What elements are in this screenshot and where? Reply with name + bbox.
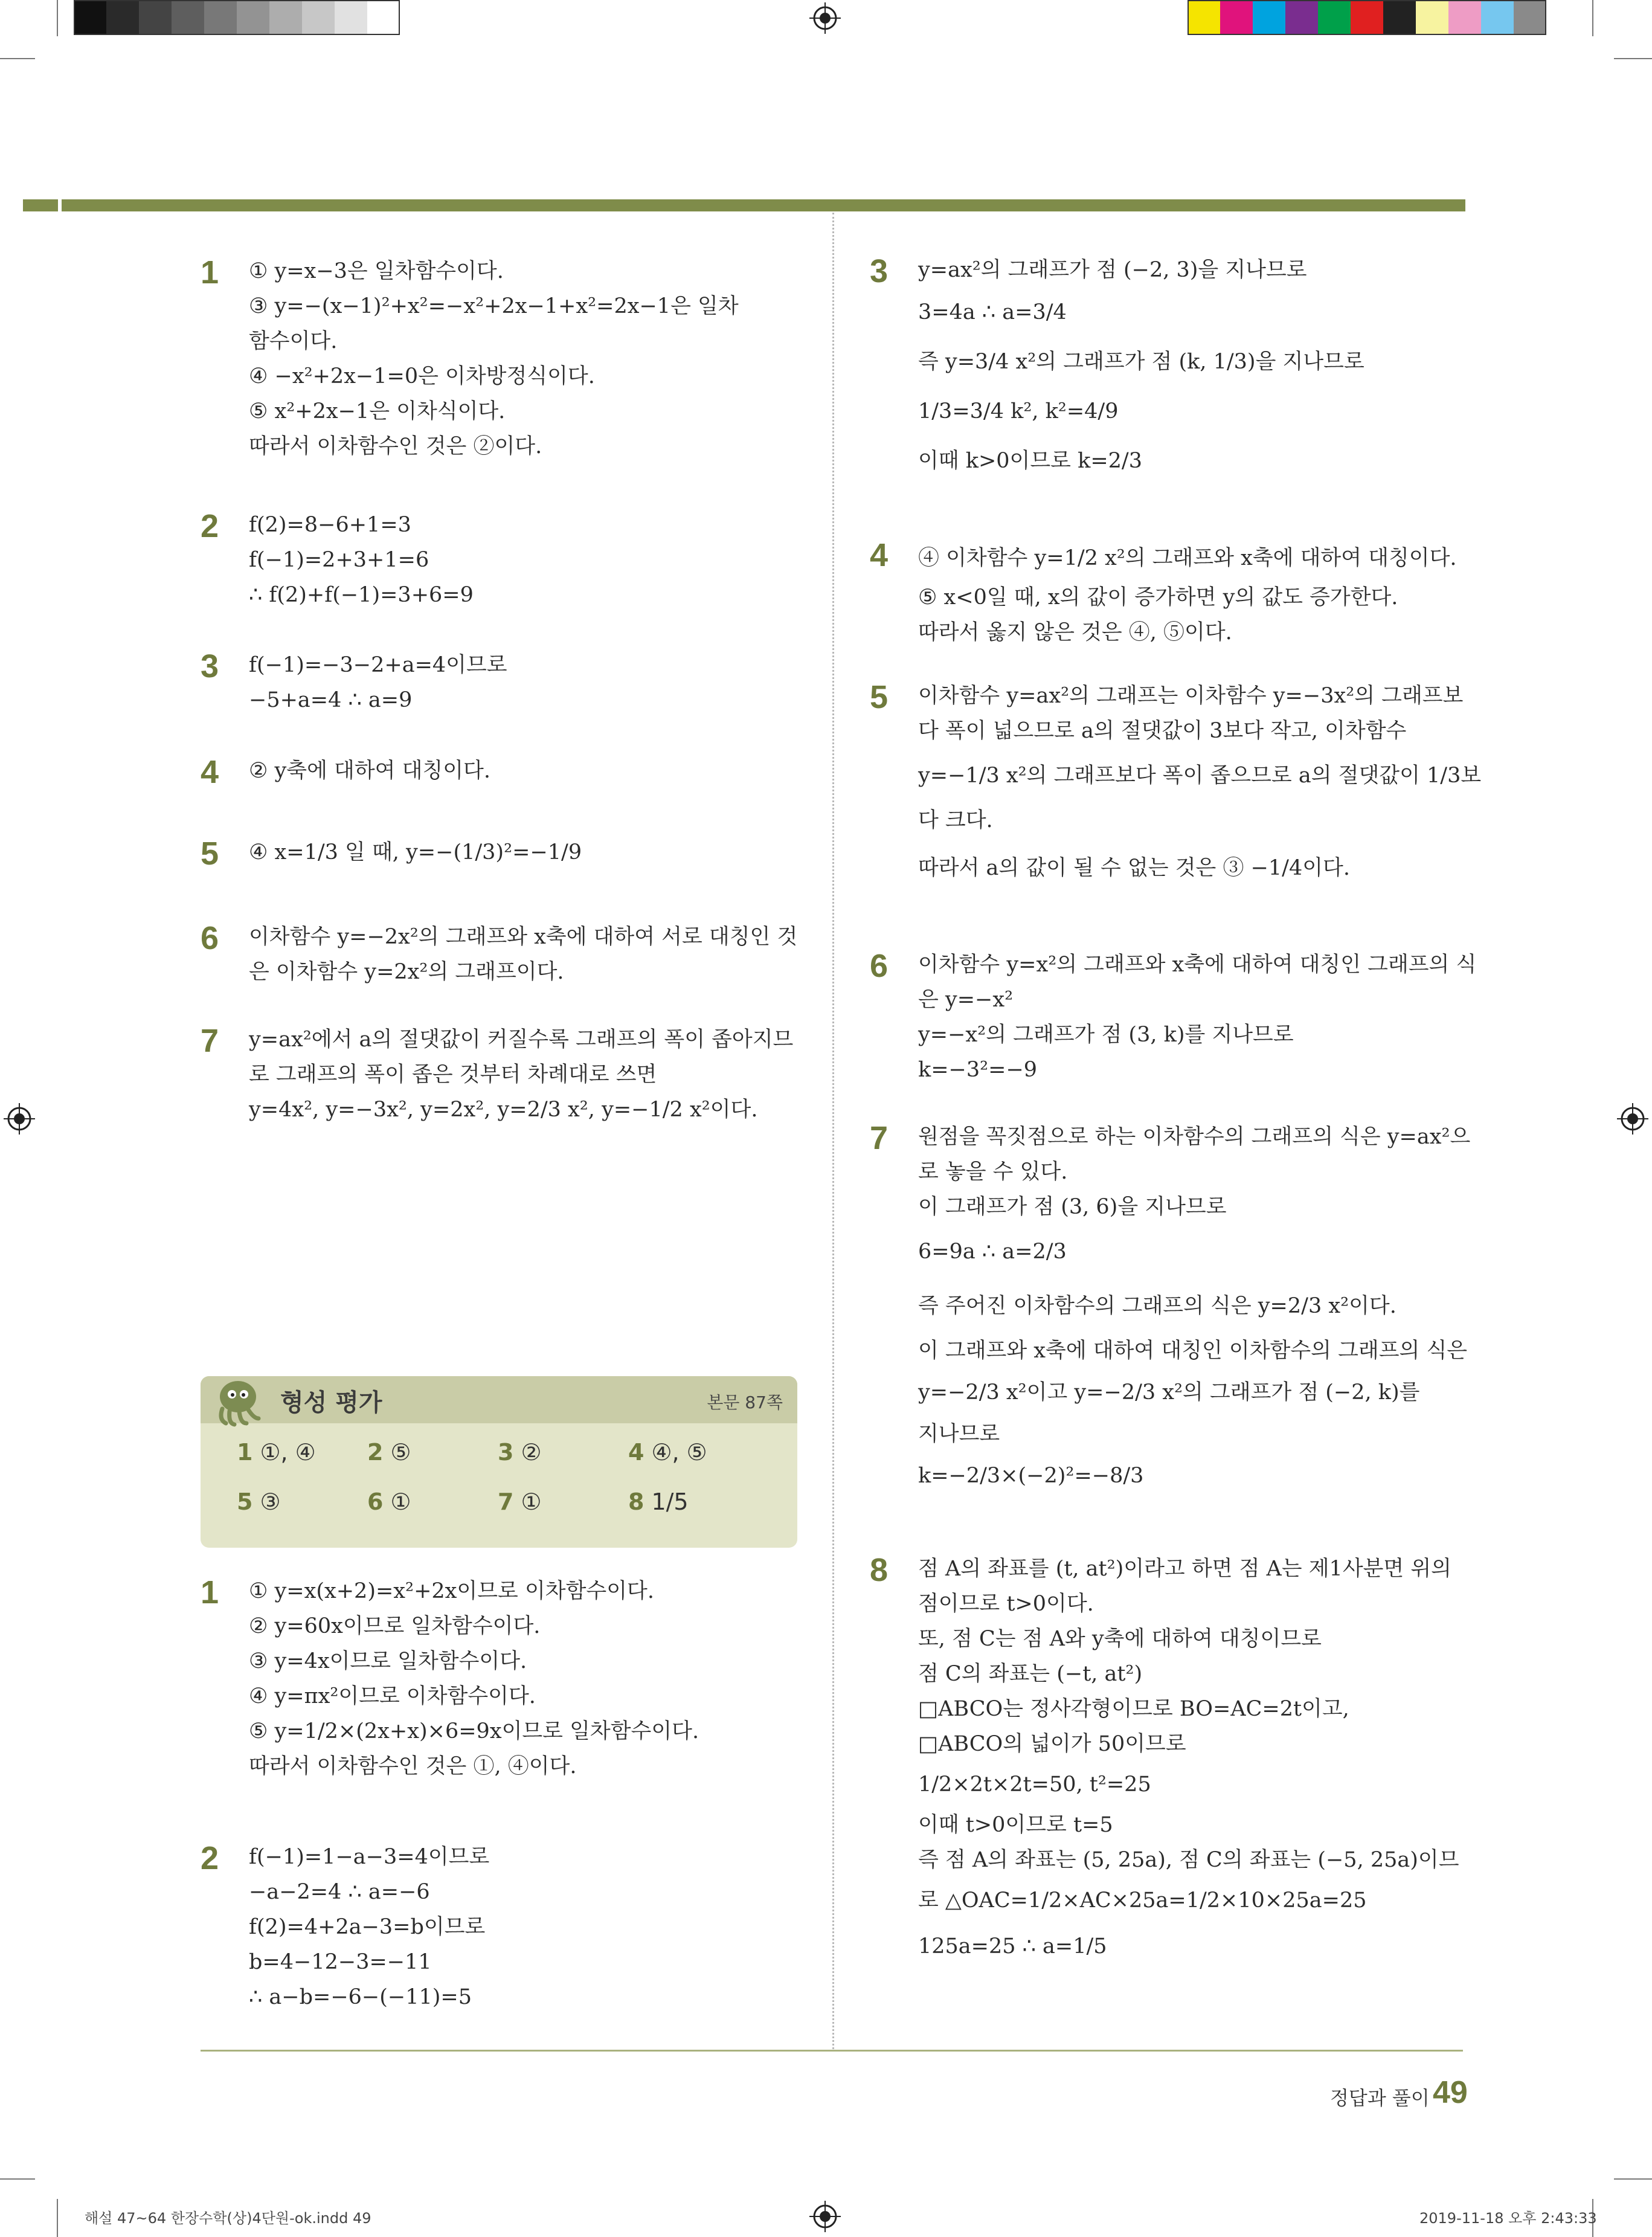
solution-line: 로 △OAC=1/2×AC×25a=1/2×10×25a=25 [918,1888,1367,1913]
solution-line: 125a=25 ∴ a=1/5 [918,1934,1107,1959]
solution-line: y=−1/3 x²의 그래프보다 폭이 좁으므로 a의 절댓값이 1/3보 [918,764,1482,788]
solution-line: 함수이다. [249,329,338,353]
solution-line: ⑤ y=1/2×(2x+x)×6=9x이므로 일차함수이다. [249,1719,699,1743]
solution-line: 은 y=−x² [918,988,1014,1012]
solution-line: 이차함수 y=ax²의 그래프는 이차함수 y=−3x²의 그래프보 [918,684,1464,708]
problem-number: 2 [201,508,219,544]
problem-number: 7 [201,1023,219,1059]
solution-line: 점 A의 좌표를 (t, at²)이라고 하면 점 A는 제1사분면 위의 [918,1557,1451,1581]
solution-line: k=−3²=−9 [918,1058,1038,1082]
solution-line: 로 놓을 수 있다. [918,1160,1068,1184]
solution-line: 6=9a ∴ a=2/3 [918,1240,1067,1264]
solution-line: ④ y=πx²이므로 이차함수이다. [249,1684,536,1708]
swatch-border [1188,0,1546,35]
registration-mark-bottom [809,2201,841,2232]
solution-line: ③ y=4x이므로 일차함수이다. [249,1649,527,1673]
solution-line: 따라서 이차함수인 것은 ②이다. [249,434,542,459]
solution-line: ④ −x²+2x−1=0은 이차방정식이다. [249,364,595,388]
timestamp-slug: 2019-11-18 오후 2:43:33 [1419,2210,1597,2227]
answer-item: 2 ⑤ [367,1439,411,1466]
crop-mark [0,2178,35,2180]
problem [870,253,1468,536]
solution-line: ⑤ x<0일 때, x의 값이 증가하면 y의 값도 증가한다. [918,585,1398,610]
solution-line: f(−1)=1−a−3=4이므로 [249,1845,490,1869]
problem [201,1022,805,1143]
solution-line: 다 크다. [918,808,993,832]
solution-line: ∴ a−b=−6−(−11)=5 [249,1985,472,2009]
bottom-rule [201,2050,1463,2052]
solution-line: y=−x²의 그래프가 점 (3, k)를 지나므로 [918,1023,1294,1047]
answer-item: 8 1/5 [628,1489,689,1515]
solution-line: 이차함수 y=−2x²의 그래프와 x축에 대하여 서로 대칭인 것 [249,925,798,949]
solution-line: ④ x=1/3 일 때, y=−(1/3)²=−1/9 [249,840,582,864]
answer-item: 4 ④, ⑤ [628,1439,707,1466]
registration-mark-top [809,2,841,34]
problem [201,835,805,919]
registration-mark-left [4,1103,35,1135]
solution-line: ③ y=−(x−1)²+x²=−x²+2x−1+x²=2x−1은 일차 [249,294,739,318]
solution-line: 1/2×2t×2t=50, t²=25 [918,1772,1151,1797]
assessment-title: 형성 평가 [280,1389,382,1417]
solution-line: 이차함수 y=x²의 그래프와 x축에 대하여 대칭인 그래프의 식 [918,953,1477,977]
problem [870,536,1468,678]
solution-line: ① y=x−3은 일차함수이다. [249,259,504,283]
solution-line: 은 이차함수 y=2x²의 그래프이다. [249,960,564,984]
solution-line: 이때 t>0이므로 t=5 [918,1813,1113,1837]
problem [201,507,805,648]
problem-number: 1 [201,1574,219,1611]
answer-item: 3 ② [498,1439,542,1466]
answer-item: 7 ① [498,1489,542,1515]
problem-number: 6 [870,948,889,984]
solution-line: 점 C의 좌표는 (−t, at²) [918,1662,1143,1686]
crop-mark [1592,0,1593,36]
octopus-mascot-icon [209,1373,269,1433]
solution-line: −a−2=4 ∴ a=−6 [249,1880,430,1904]
problem [870,947,1477,1119]
crop-mark [57,2199,58,2237]
solution-line: 따라서 옳지 않은 것은 ④, ⑤이다. [918,620,1232,645]
assessment-page-ref: 본문 87쪽 [707,1392,783,1412]
crop-mark [1614,2178,1652,2180]
problem [201,1839,805,2021]
solution-line: 점이므로 t>0이다. [918,1592,1094,1616]
footer-label: 정답과 풀이 [1330,2087,1430,2110]
problem [201,919,805,1022]
problem [870,1119,1471,1551]
solution-line: 또, 점 C는 점 A와 y축에 대하여 대칭이므로 [918,1627,1322,1651]
problem-number: 5 [201,835,219,872]
solution-line: 즉 주어진 이차함수의 그래프의 식은 y=2/3 x²이다. [918,1294,1396,1318]
column-divider [832,213,834,2049]
solution-line: 즉 점 A의 좌표는 (5, 25a), 점 C의 좌표는 (−5, 25a)이므 [918,1848,1459,1872]
header-band [23,199,1465,211]
solution-line: f(−1)=2+3+1=6 [249,548,429,572]
solution-line: 1/3=3/4 k², k²=4/9 [918,399,1119,423]
solution-line: y=ax²에서 a의 절댓값이 커질수록 그래프의 폭이 좁아지므 [249,1028,794,1052]
problem [201,254,805,507]
solution-line: □ABCO는 정사각형이므로 BO=AC=2t이고, [918,1697,1349,1721]
answer-item: 5 ③ [237,1489,281,1515]
solution-line: 이때 k>0이므로 k=2/3 [918,449,1142,473]
file-slug: 해설 47~64 한장수학(상)4단원-ok.indd 49 [85,2210,371,2227]
crop-mark [1614,58,1652,59]
solution-line: k=−2/3×(−2)²=−8/3 [918,1464,1144,1488]
left-column-top [201,254,805,1143]
solution-line: 3=4a ∴ a=3/4 [918,300,1067,324]
problem-number: 8 [870,1552,889,1588]
problem-number: 6 [201,920,219,956]
crop-mark [57,0,58,36]
solution-line: y=ax²의 그래프가 점 (−2, 3)을 지나므로 [918,258,1307,282]
registration-mark-right [1617,1103,1648,1135]
problem-number: 3 [870,253,889,289]
problem [201,753,805,835]
problem-number: 4 [201,754,219,790]
left-column-bottom [201,1574,805,2021]
solution-line: 따라서 이차함수인 것은 ①, ④이다. [249,1754,577,1778]
problem [201,648,805,753]
header-band-notch [58,199,62,211]
solution-line: y=−2/3 x²이고 y=−2/3 x²의 그래프가 점 (−2, k)를 [918,1380,1420,1405]
solution-line: 로 그래프의 폭이 좁은 것부터 차례대로 쓰면 [249,1063,657,1087]
solution-line: 지나므로 [918,1422,1000,1446]
solution-line: 즉 y=3/4 x²의 그래프가 점 (k, 1/3)을 지나므로 [918,350,1364,374]
solution-line: ⑤ x²+2x−1은 이차식이다. [249,399,506,423]
answer-item: 1 ①, ④ [237,1439,316,1466]
solution-line: ② y=60x이므로 일차함수이다. [249,1614,541,1638]
swatch-border [74,0,400,35]
solution-line: ∴ f(2)+f(−1)=3+6=9 [249,583,474,607]
page-number: 49 [1433,2075,1468,2110]
problem-number: 2 [201,1840,219,1876]
solution-line: 원점을 꼭짓점으로 하는 이차함수의 그래프의 식은 y=ax²으 [918,1125,1471,1149]
problem-number: 1 [201,254,219,291]
solution-line: ① y=x(x+2)=x²+2x이므로 이차함수이다. [249,1579,654,1603]
solution-line: 이 그래프가 점 (3, 6)을 지나므로 [918,1195,1227,1219]
crop-mark [0,58,35,59]
solution-line: 따라서 a의 값이 될 수 없는 것은 ③ −1/4이다. [918,856,1350,880]
problem-number: 3 [201,648,219,684]
answer-item: 6 ① [367,1489,411,1515]
solution-line: f(2)=4+2a−3=b이므로 [249,1915,486,1939]
solution-line: b=4−12−3=−11 [249,1950,432,1974]
solution-line: f(−1)=−3−2+a=4이므로 [249,653,507,677]
solution-line: −5+a=4 ∴ a=9 [249,688,413,712]
problem-number: 4 [870,537,889,573]
problem-number: 7 [870,1120,889,1156]
assessment-box [201,1376,797,1548]
solution-line: f(2)=8−6+1=3 [249,513,411,537]
solution-line: □ABCO의 넓이가 50이므로 [918,1732,1186,1756]
solution-line: y=4x², y=−3x², y=2x², y=2/3 x², y=−1/2 x²이다. [249,1098,758,1122]
problem [201,1574,805,1839]
solution-line: ② y축에 대하여 대칭이다. [249,759,490,783]
problem-number: 5 [870,679,889,715]
problem [870,678,1482,947]
solution-line: 이 그래프와 x축에 대하여 대칭인 이차함수의 그래프의 식은 [918,1339,1468,1363]
problem [870,1551,1468,1998]
solution-line: ④ 이차함수 y=1/2 x²의 그래프와 x축에 대하여 대칭이다. [918,546,1457,570]
solution-line: 다 폭이 넓으므로 a의 절댓값이 3보다 작고, 이차함수 [918,719,1407,743]
right-column [870,253,1482,1998]
